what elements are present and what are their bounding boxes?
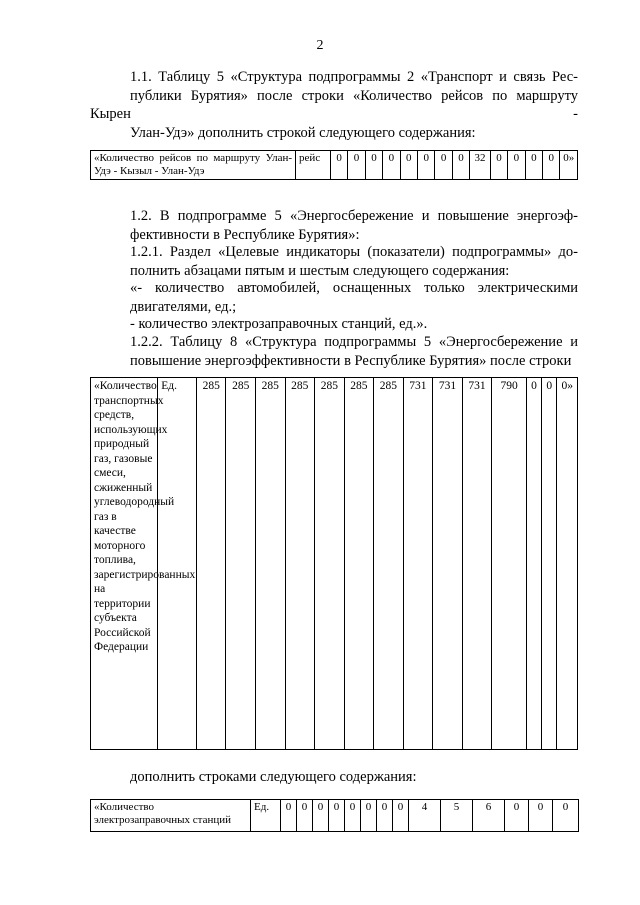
- value-cell: 0: [361, 800, 377, 832]
- table-row: [91, 800, 579, 832]
- value-cell: 285: [374, 378, 404, 750]
- value-cell: 285: [226, 378, 256, 750]
- value-cell: 0: [383, 151, 400, 180]
- table-transport-flights: [90, 150, 578, 180]
- row-label: «Количество электрозаправочных станций: [91, 800, 251, 832]
- value-cell: 285: [315, 378, 345, 750]
- text-line: фективности в Республике Бурятия»:: [130, 226, 360, 243]
- value-cell: 0»: [560, 151, 578, 180]
- value-cell: 285: [344, 378, 374, 750]
- value-cell: 285: [196, 378, 226, 750]
- text-line: полнить абзацами пятым и шестым следующего содержания:: [130, 262, 510, 279]
- table-row: [91, 151, 578, 180]
- text-line: двигателями, ед.;: [130, 298, 237, 315]
- row-label: «Количество рейсов по маршруту Улан-Удэ - Кызыл - Улан-Удэ: [91, 151, 296, 180]
- value-cell: 731: [462, 378, 492, 750]
- value-cell: 6: [473, 800, 505, 832]
- paragraph-add-rows: [90, 768, 578, 787]
- value-cell: 0: [281, 800, 297, 832]
- value-cell: 0: [435, 151, 452, 180]
- table-row: [91, 378, 578, 750]
- value-cell: 0: [505, 800, 529, 832]
- paragraph-1-2: [90, 207, 578, 244]
- unit-cell: Ед.: [251, 800, 281, 832]
- value-cell: 4: [409, 800, 441, 832]
- unit-cell: рейс: [296, 151, 331, 180]
- value-cell: 0: [508, 151, 525, 180]
- value-cell: 0: [526, 378, 541, 750]
- value-cell: 0: [452, 151, 469, 180]
- value-cell: 0: [418, 151, 435, 180]
- value-cell: 731: [433, 378, 463, 750]
- value-cell: 0: [529, 800, 553, 832]
- paragraph-bullet-1: [90, 279, 578, 316]
- value-cell: 0: [329, 800, 345, 832]
- value-cell: 0: [365, 151, 382, 180]
- paragraph-1-2-2: [90, 333, 578, 370]
- text-line: 1.2. В подпрограмме 5 «Энергосбережение и повышение энергоэф-: [130, 208, 578, 224]
- text-line: публики Бурятия» после строки «Количество рейсов по маршруту Кырен -: [90, 87, 578, 122]
- value-cell: 0: [490, 151, 507, 180]
- table-charging-stations: [90, 799, 579, 832]
- text-line: 1.1. Таблицу 5 «Структура подпрограммы 2 «Транспорт и связь Рес-: [130, 69, 578, 85]
- text-line: Улан-Удэ» дополнить строкой следующего содержания:: [130, 124, 476, 141]
- value-cell: 0: [542, 378, 557, 750]
- value-cell: 0: [543, 151, 560, 180]
- paragraph-bullet-2: [90, 315, 578, 334]
- text-line: «- количество автомобилей, оснащенных только электрическими: [130, 280, 578, 296]
- value-cell: 32: [470, 151, 491, 180]
- table-gas-vehicles: [90, 377, 578, 750]
- value-cell: 790: [492, 378, 527, 750]
- text-line: дополнить строками следующего содержания:: [130, 769, 417, 785]
- row-label: «Количество транспортных средств, использующих природный газ, газовые смеси, сжиженный углеводородный газ в качестве моторного топлива, зарегистрированных на территории субъекта Российской Федерации: [91, 378, 158, 750]
- value-cell: 0: [330, 151, 347, 180]
- value-cell: 0: [345, 800, 361, 832]
- page-number: 2: [316, 38, 324, 53]
- text-line: повышение энергоэффективности в Республике Бурятия» после строки: [130, 352, 572, 369]
- value-cell: 0: [553, 800, 579, 832]
- text-line: 1.2.2. Таблицу 8 «Структура подпрограммы 5 «Энергосбережение и: [130, 334, 578, 350]
- value-cell: 285: [256, 378, 286, 750]
- text-line: 1.2.1. Раздел «Целевые индикаторы (показатели) подпрограммы» до-: [130, 244, 578, 260]
- value-cell: 0: [377, 800, 393, 832]
- value-cell: 5: [441, 800, 473, 832]
- paragraph-1-2-1: [90, 243, 578, 280]
- value-cell: 0: [313, 800, 329, 832]
- value-cell: 0: [400, 151, 417, 180]
- unit-cell: Ед.: [158, 378, 197, 750]
- value-cell: 0»: [557, 378, 578, 750]
- value-cell: 0: [348, 151, 365, 180]
- paragraph-1-1: [90, 68, 578, 142]
- value-cell: 285: [285, 378, 315, 750]
- text-line: - количество электрозаправочных станций, ед.».: [130, 316, 428, 332]
- value-cell: 731: [403, 378, 433, 750]
- value-cell: 0: [393, 800, 409, 832]
- value-cell: 0: [525, 151, 542, 180]
- value-cell: 0: [297, 800, 313, 832]
